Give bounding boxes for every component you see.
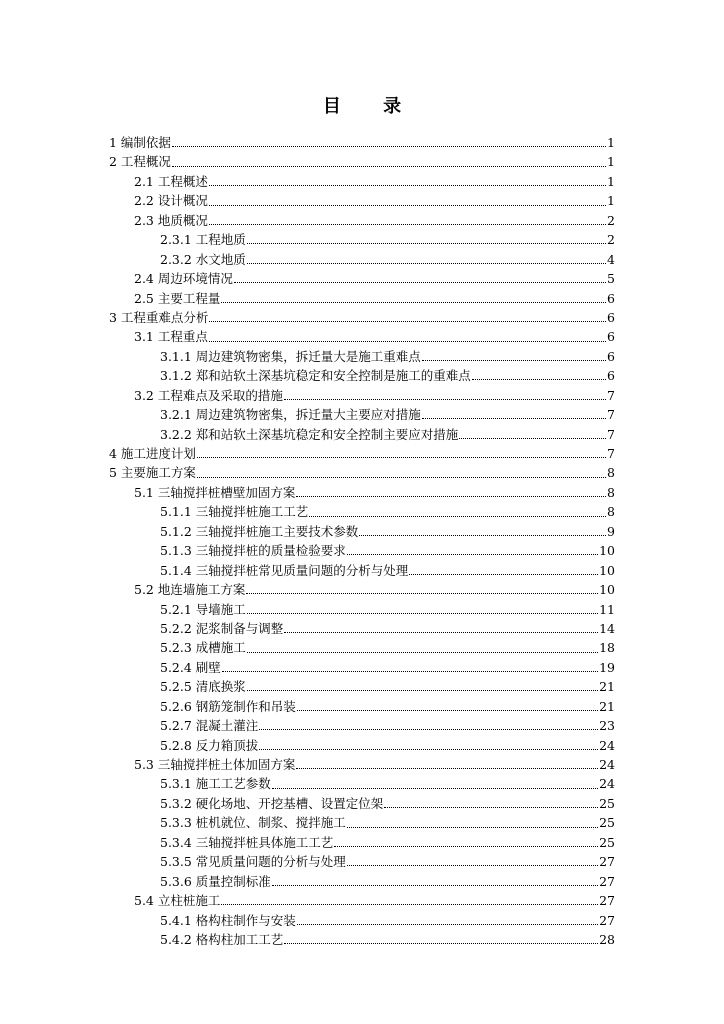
toc-entry-page-number: 7 [607,446,615,461]
toc-entry[interactable] [109,191,615,210]
toc-dot-leader [272,885,598,886]
toc-title: 目 录 [322,96,420,117]
toc-dot-leader [209,205,606,206]
toc-entry-page-number: 10 [599,562,615,578]
toc-entry-page-number: 14 [599,620,615,636]
toc-entry-label: 5.2.7 混凝土灌注 [160,718,259,734]
toc-entry-page-number: 2 [607,232,615,248]
toc-entry-label: 2.3 地质概况 [134,212,208,228]
toc-entry-page-number: 24 [599,737,615,753]
toc-dot-leader [459,438,606,439]
toc-entry-page-number: 24 [599,776,615,792]
toc-dot-leader [172,146,606,147]
toc-dot-leader [422,360,606,361]
toc-dot-leader [334,846,598,847]
toc-entry[interactable] [109,755,615,774]
toc-entry-label: 3.2.1 周边建筑物密集，拆迁量大主要应对措施 [160,407,421,423]
toc-entry[interactable] [109,152,615,171]
toc-dot-leader [246,593,598,594]
toc-entry-label: 5.2.5 清底换浆 [160,679,246,695]
toc-entry-label: 5.3.4 三轴搅拌桩具体施工工艺 [160,834,334,850]
toc-entry-label: 2.3.1 工程地质 [160,232,246,248]
toc-entry-label: 3.1.2 郑和站软土深基坑稳定和安全控制是施工的重难点 [160,368,471,384]
toc-dot-leader [309,516,606,517]
toc-dot-leader [247,652,598,653]
toc-entry-label: 5.1.2 三轴搅拌桩施工主要技术参数 [160,523,359,539]
toc-entry-page-number: 6 [607,368,615,384]
toc-entry[interactable] [109,677,615,696]
toc-entry[interactable] [109,308,615,327]
toc-entry-label: 2.5 主要工程量 [134,290,221,306]
toc-entry-label: 2 工程概况 [109,154,171,170]
toc-entry[interactable] [109,211,615,230]
toc-entry-page-number: 21 [599,698,615,714]
toc-entry-page-number: 21 [599,679,615,695]
toc-entry-label: 5.1.4 三轴搅拌桩常见质量问题的分析与处理 [160,562,409,578]
toc-entry-page-number: 10 [599,582,615,598]
toc-entry[interactable] [109,930,615,949]
toc-dot-leader [247,690,598,691]
toc-entry-label: 5.2.6 钢筋笼制作和吊装 [160,698,296,714]
table-of-contents [109,133,615,949]
toc-entry-label: 3.2.2 郑和站软土深基坑稳定和安全控制主要应对措施 [160,426,459,442]
toc-dot-leader [284,399,606,400]
toc-entry-label: 5.3.6 质量控制标准 [160,873,271,889]
toc-entry-label: 5 主要施工方案 [109,465,196,481]
toc-entry-label: 5.2.3 成槽施工 [160,640,246,656]
toc-entry[interactable] [109,522,615,541]
toc-entry-page-number: 5 [607,271,615,287]
toc-entry[interactable] [109,891,615,910]
toc-entry-page-number: 24 [599,757,615,772]
toc-entry-label: 1 编制依据 [109,135,171,150]
toc-entry-label: 5.1 三轴搅拌桩槽壁加固方案 [134,484,296,500]
toc-entry[interactable] [109,658,615,677]
toc-dot-leader [297,710,598,711]
toc-entry[interactable] [109,911,615,930]
toc-entry-label: 2.4 周边环境情况 [134,271,233,287]
toc-entry[interactable] [109,463,615,482]
toc-entry[interactable] [109,697,615,716]
toc-entry-label: 5.2.4 刷壁 [160,659,221,675]
toc-entry[interactable] [109,794,615,813]
toc-entry-page-number: 7 [607,407,615,423]
toc-entry-page-number: 7 [607,426,615,442]
toc-entry-label: 5.3.3 桩机就位、制浆、搅拌施工 [160,815,346,831]
toc-entry-page-number: 27 [599,854,615,870]
toc-entry-page-number: 8 [607,484,615,500]
toc-entry-label: 2.2 设计概况 [134,193,208,209]
toc-entry-page-number: 6 [607,309,615,325]
toc-entry-label: 5.2.8 反力箱顶拔 [160,737,259,753]
toc-entry[interactable] [109,502,615,521]
toc-entry-page-number: 1 [607,135,615,150]
toc-entry-label: 2.1 工程概述 [134,173,208,189]
toc-entry[interactable] [109,813,615,832]
toc-entry-label: 5.1.1 三轴搅拌桩施工工艺 [160,504,309,520]
toc-entry[interactable] [109,736,615,755]
toc-entry[interactable] [109,366,615,385]
toc-dot-leader [247,613,598,614]
toc-dot-leader [221,904,598,905]
toc-entry-page-number: 1 [607,193,615,209]
toc-dot-leader [259,749,598,750]
toc-entry-page-number: 9 [607,523,615,539]
toc-entry-label: 5.3 三轴搅拌桩土体加固方案 [134,757,296,772]
toc-entry-label: 5.2.1 导墙施工 [160,601,246,617]
toc-dot-leader [259,729,598,730]
toc-dot-leader [347,827,598,828]
toc-entry[interactable] [109,833,615,852]
toc-entry-page-number: 11 [599,601,615,617]
toc-entry-label: 3.1.1 周边建筑物密集，拆迁量大是施工重难点 [160,348,421,364]
toc-entry-label: 5.4.2 格构柱加工工艺 [160,931,284,947]
toc-entry-page-number: 4 [607,251,615,267]
toc-entry[interactable] [109,289,615,308]
toc-dot-leader [234,282,606,283]
toc-entry-label: 5.2.2 泥浆制备与调整 [160,620,284,636]
toc-dot-leader [472,379,606,380]
toc-entry[interactable] [109,580,615,599]
toc-entry[interactable] [109,327,615,346]
toc-entry[interactable] [109,250,615,269]
toc-entry-label: 5.4 立柱桩施工 [134,893,221,909]
toc-entry[interactable] [109,444,615,463]
toc-entry-label: 3 工程重难点分析 [109,309,209,325]
toc-entry-page-number: 1 [607,154,615,170]
toc-dot-leader [247,243,606,244]
toc-entry[interactable] [109,716,615,735]
toc-entry[interactable] [109,483,615,502]
toc-dot-leader [209,341,606,342]
toc-entry-label: 5.4.1 格构柱制作与安装 [160,912,296,928]
toc-entry[interactable] [109,172,615,191]
toc-entry-label: 3.1 工程重点 [134,329,208,345]
toc-entry[interactable] [109,600,615,619]
toc-entry-page-number: 25 [599,834,615,850]
toc-entry[interactable] [109,561,615,580]
toc-entry-label: 5.3.1 施工工艺参数 [160,776,271,792]
toc-entry-page-number: 6 [607,290,615,306]
toc-dot-leader [197,477,606,478]
toc-entry-label: 5.2 地连墙施工方案 [134,582,246,598]
toc-entry-page-number: 27 [599,893,615,909]
toc-dot-leader [347,865,598,866]
toc-entry[interactable] [109,269,615,288]
toc-entry-label: 3.2 工程难点及采取的措施 [134,387,283,403]
toc-dot-leader [209,224,606,225]
toc-entry-page-number: 19 [599,659,615,675]
toc-dot-leader [272,788,598,789]
toc-dot-leader [172,166,606,167]
toc-dot-leader [409,574,598,575]
toc-entry[interactable] [109,347,615,366]
toc-entry-label: 2.3.2 水文地质 [160,251,246,267]
toc-entry[interactable] [109,541,615,560]
toc-dot-leader [347,554,598,555]
toc-dot-leader [296,496,606,497]
toc-entry-page-number: 8 [607,465,615,481]
toc-entry[interactable] [109,619,615,638]
toc-entry[interactable] [109,405,615,424]
toc-entry-page-number: 25 [599,795,615,811]
toc-dot-leader [209,185,606,186]
toc-entry[interactable] [109,425,615,444]
toc-dot-leader [209,321,606,322]
toc-entry-page-number: 25 [599,815,615,831]
toc-entry-page-number: 10 [599,543,615,559]
toc-entry-label: 5.3.5 常见质量问题的分析与处理 [160,854,346,870]
toc-dot-leader [384,807,598,808]
toc-entry-page-number: 27 [599,912,615,928]
toc-entry-label: 5.3.2 硬化场地、开挖基槽、设置定位架 [160,795,384,811]
toc-entry-page-number: 27 [599,873,615,889]
toc-entry[interactable] [109,133,615,152]
toc-dot-leader [422,418,606,419]
toc-dot-leader [247,263,606,264]
toc-entry[interactable] [109,386,615,405]
toc-entry-page-number: 1 [607,173,615,189]
toc-entry-page-number: 7 [607,387,615,403]
toc-entry-page-number: 6 [607,329,615,345]
toc-dot-leader [284,943,598,944]
toc-entry-label: 5.1.3 三轴搅拌桩的质量检验要求 [160,543,346,559]
toc-entry[interactable] [109,872,615,891]
toc-entry[interactable] [109,230,615,249]
toc-dot-leader [297,924,598,925]
toc-entry-page-number: 6 [607,348,615,364]
toc-dot-leader [296,768,598,769]
toc-entry[interactable] [109,774,615,793]
toc-entry[interactable] [109,852,615,871]
toc-entry-page-number: 18 [599,640,615,656]
toc-dot-leader [197,457,606,458]
toc-entry-page-number: 2 [607,212,615,228]
toc-entry[interactable] [109,638,615,657]
toc-entry-page-number: 28 [599,931,615,947]
toc-dot-leader [222,671,598,672]
toc-entry-page-number: 8 [607,504,615,520]
toc-dot-leader [284,632,598,633]
toc-entry-page-number: 23 [599,718,615,734]
toc-dot-leader [359,535,606,536]
toc-dot-leader [221,302,606,303]
toc-entry-label: 4 施工进度计划 [109,446,196,461]
